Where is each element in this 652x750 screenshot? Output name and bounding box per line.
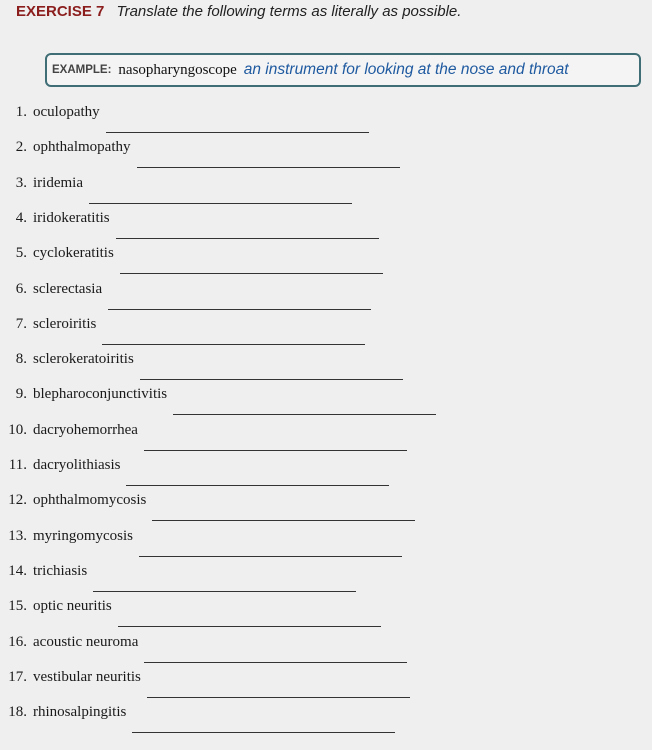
answer-line[interactable] — [147, 697, 410, 698]
example-tag: EXAMPLE: — [52, 64, 112, 76]
term-text: myringomycosis — [33, 527, 133, 544]
exercise-item — [0, 245, 652, 280]
exercise-term — [0, 281, 102, 298]
item-number: 4. — [15, 209, 27, 226]
exercise-term — [0, 316, 96, 333]
exercise-term — [0, 422, 138, 439]
item-number: 8. — [15, 351, 27, 368]
exercise-term — [0, 210, 110, 227]
example-definition: an instrument for looking at the nose and throat — [243, 61, 569, 78]
term-text: blepharoconjunctivitis — [33, 386, 168, 403]
answer-line[interactable] — [132, 732, 395, 733]
term-text: ophthalmopathy — [33, 139, 131, 156]
exercise-item — [0, 528, 652, 563]
exercise-term — [0, 245, 114, 262]
item-number: 12. — [8, 492, 27, 509]
answer-line[interactable] — [89, 203, 352, 204]
exercise-term — [0, 139, 131, 156]
term-text: cyclokeratitis — [33, 245, 114, 262]
answer-line[interactable] — [144, 662, 407, 663]
answer-line[interactable] — [144, 450, 407, 451]
exercise-term — [0, 104, 100, 121]
exercise-term — [0, 669, 141, 686]
exercise-item — [0, 563, 652, 598]
example-box — [45, 53, 641, 87]
exercise-item — [0, 422, 652, 457]
term-text: optic neuritis — [33, 598, 112, 615]
answer-line[interactable] — [108, 309, 371, 310]
exercise-item — [0, 704, 652, 739]
exercise-term — [0, 175, 83, 192]
term-text: iridemia — [33, 174, 83, 191]
term-text: dacryolithiasis — [33, 457, 121, 473]
item-number: 13. — [8, 527, 27, 544]
exercise-item — [0, 175, 652, 210]
exercise-item — [0, 634, 652, 669]
item-number: 5. — [15, 245, 27, 262]
answer-line[interactable] — [120, 273, 383, 274]
term-text: acoustic neuroma — [33, 633, 139, 650]
answer-line[interactable] — [152, 520, 415, 521]
exercise-term — [0, 598, 112, 615]
answer-line[interactable] — [106, 132, 369, 133]
exercise-header — [16, 3, 461, 20]
item-number: 6. — [15, 280, 27, 297]
answer-line[interactable] — [173, 414, 436, 415]
item-number: 14. — [8, 562, 27, 579]
exercise-item — [0, 669, 652, 704]
item-number: 2. — [15, 139, 27, 156]
exercise-term — [0, 351, 134, 368]
term-text: ophthalmomycosis — [33, 492, 147, 509]
exercise-item — [0, 104, 652, 139]
item-number: 9. — [15, 386, 27, 403]
exercise-term — [0, 563, 87, 580]
answer-line[interactable] — [102, 344, 365, 345]
exercise-term — [0, 457, 120, 474]
answer-line[interactable] — [137, 167, 400, 168]
term-text: dacryohemorrhea — [33, 421, 138, 438]
exercise-term — [0, 528, 133, 545]
exercise-item — [0, 598, 652, 633]
answer-line[interactable] — [139, 556, 402, 557]
exercise-label: EXERCISE 7 — [16, 3, 105, 20]
answer-line[interactable] — [93, 591, 356, 592]
answer-line[interactable] — [126, 485, 389, 486]
item-number: 3. — [15, 174, 27, 191]
term-text: oculopathy — [33, 104, 100, 120]
item-number: 7. — [15, 315, 27, 332]
exercise-term — [0, 704, 126, 721]
term-text: trichiasis — [33, 562, 88, 579]
exercise-item — [0, 139, 652, 174]
item-number: 1. — [15, 104, 27, 120]
answer-line[interactable] — [118, 626, 381, 627]
item-number: 11. — [8, 457, 27, 473]
term-text: scleroiritis — [33, 315, 97, 332]
exercise-instruction: Translate the following terms as literally as possible. — [116, 3, 462, 20]
item-number: 18. — [8, 704, 27, 721]
exercise-item — [0, 316, 652, 351]
example-term: nasopharyngoscope — [118, 61, 237, 78]
item-number: 17. — [8, 668, 27, 685]
exercise-item — [0, 457, 652, 492]
item-number: 15. — [8, 598, 27, 615]
exercise-item — [0, 386, 652, 421]
exercise-item — [0, 210, 652, 245]
exercise-term — [0, 386, 167, 403]
item-number: 16. — [8, 633, 27, 650]
term-text: iridokeratitis — [33, 209, 110, 226]
term-text: sclerokeratoiritis — [33, 351, 134, 368]
answer-line[interactable] — [140, 379, 403, 380]
exercise-item — [0, 281, 652, 316]
exercise-item — [0, 492, 652, 527]
answer-line[interactable] — [116, 238, 379, 239]
term-text: vestibular neuritis — [33, 668, 141, 685]
exercise-item — [0, 351, 652, 386]
exercise-term — [0, 634, 138, 651]
exercise-term — [0, 492, 146, 509]
item-number: 10. — [8, 421, 27, 438]
term-text: rhinosalpingitis — [33, 704, 127, 721]
term-text: sclerectasia — [33, 280, 103, 297]
